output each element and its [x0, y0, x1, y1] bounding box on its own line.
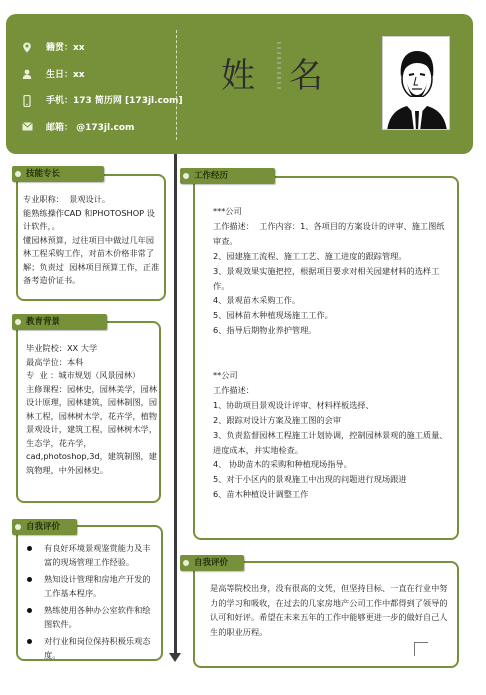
location-pin-icon: [22, 42, 32, 52]
profile-photo: [382, 36, 450, 130]
phone-icon: [22, 95, 32, 105]
name-separator: [277, 42, 281, 90]
work-box: [193, 176, 459, 540]
list-item: 有良好环境景观鉴赏能力及丰富的现场管理工作经验。: [24, 542, 158, 569]
page-corner-mark: [414, 642, 428, 656]
self-eval-left-list: [24, 542, 158, 662]
name-first-char: 姓: [221, 56, 255, 96]
work-title: 工作经历: [180, 168, 275, 184]
timeline-line: [174, 154, 177, 654]
native-place-text: 籍贯：xx: [46, 43, 85, 53]
mail-icon: [22, 122, 32, 132]
header-divider: [176, 30, 177, 140]
name-second-char: 名: [289, 56, 323, 96]
self-eval-right-text: 是高等院校出身，没有很高的文凭，但坚持目标、一直在行业中努力的学习和吸收，在过去的几家房地产公司工作中都得到了领导的认可和好评。希望在未来五年的工作中能够更进一步的做好自己人生的职业历程。: [210, 583, 448, 638]
education-box: [16, 321, 161, 503]
phone-text: 手机：173 简历网 [173jl.com]: [46, 96, 183, 106]
self-eval-right-title: 自我评价: [180, 555, 244, 571]
list-item: 熟练使用各种办公室软件和绘图软件。: [24, 604, 158, 631]
skills-box: [16, 174, 166, 301]
education-text: 毕业院校：XX 大学 最高学位：本科 专 业 ：城市规划（风景园林） 主修课程：园林史，园林美学，园林设计原理，园林建筑，园林制图，园林工程，园林树木学，花卉学，植物景观设计，建筑工程，园林树木学，生态学，花卉学，cad,photoshop,3d，建筑制图，建筑物理，中外园林史。: [26, 343, 158, 475]
skills-text: 专业职称： 景观设计。 能熟练操作CAD 和PHOTOSHOP 设计软件，。 懂园林预算，过往项目中做过几年园林工程采购工作，对苗木价格非常了解；负责过 园林项目预算工作，正准备考造价证书。: [23, 194, 160, 285]
email-row: [22, 120, 134, 133]
education-title: 教育背景: [12, 314, 107, 330]
self-eval-left-title: 自我评价: [12, 519, 77, 535]
list-item: 熟知设计管理和房地产开发的工作基本程序。: [24, 573, 158, 600]
birthday-text: 生日：xx: [46, 70, 85, 80]
native-place-row: [22, 40, 85, 53]
person-icon: [22, 69, 32, 79]
email-text: 邮箱： @173jl.com: [46, 123, 135, 133]
skills-title: 技能专长: [12, 166, 104, 182]
birthday-row: [22, 67, 85, 80]
timeline-arrow-icon: [169, 653, 181, 662]
phone-row: [22, 93, 183, 106]
work-text: ***公司 工作描述： 工作内容：1、各项目的方案设计的评审、施工图纸审查。 2、园建施工流程、施工工艺、施工进度的跟踪管理。 3、景观效果实施把控，根据项目要求对相关园建材料的选样工作。 4、景观苗木采购工作。 5、园林苗木种植现场施工工作。 6、指导后期物业养护管理。 **公司 工作描述： 1、协助项目景观设计评审、材料样板选择、 2、跟踪对设计方案及施工图的会审 3、负责监督园林工程施工计划协调，控制园林景观的施工质量、进度成本，并实地检查。 4、 协助苗木的采购和种植现场指导。 5、对于小区内的景观施工中出现的问题进行现场跟进 6、苗木种植设计调整工作: [213, 206, 448, 500]
list-item: 对行业和岗位保持积极乐观态度。: [24, 635, 158, 662]
